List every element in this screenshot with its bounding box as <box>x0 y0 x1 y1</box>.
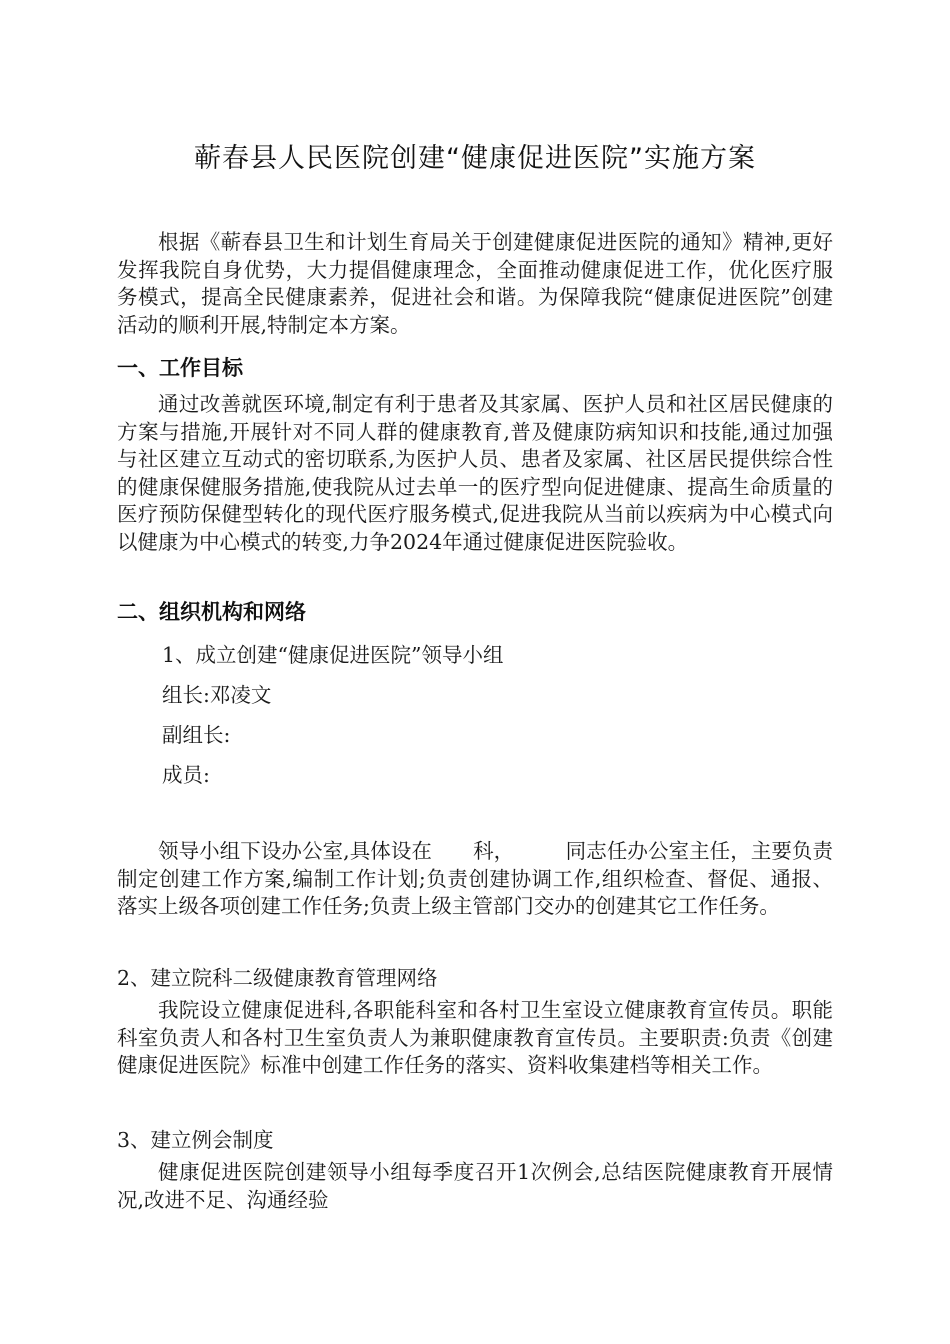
deputy-leader-line: 副组长: <box>162 723 231 747</box>
members-line: 成员: <box>162 763 210 787</box>
section-2-heading: 二、组织机构和网络 <box>117 600 306 624</box>
office-paragraph: 领导小组下设办公室,具体设在 科， 同志任办公室主任，主要负责制定创建工作方案,编制工作计划;负责创建协调工作,组织检查、督促、通报、落实上级各项创建工作任务;负责上级主管部门交办的创建其它工作任务。 <box>117 839 833 918</box>
section-1-heading: 一、工作目标 <box>117 356 243 380</box>
section-1-body: 通过改善就医环境,制定有利于患者及其家属、医护人员和社区居民健康的方案与措施,开展针对不同人群的健康教育,普及健康防病知识和技能,通过加强与社区建立互动式的密切联系,为医护人员、患者及家属、社区居民提供综合性的健康保健服务措施,使我院从过去单一的医疗型向促进健康、提高生命质量的医疗预防保健型转化的现代医疗服务模式,促进我院从当前以疾病为中心模式向以健康为中心模式的转变,力争2024年通过健康促进医院验收。 <box>117 392 833 554</box>
item-2-body: 我院设立健康促进科,各职能科室和各村卫生室设立健康教育宣传员。职能科室负责人和各村卫生室负责人为兼职健康教育宣传员。主要职责:负责《创建健康促进医院》标准中创建工作任务的落实、资料收集建档等相关工作。 <box>117 998 833 1077</box>
document-title: 蕲春县人民医院创建“健康促进医院”实施方案 <box>194 143 756 174</box>
leader-line: 组长:邓凌文 <box>162 683 272 707</box>
item-1-heading: 1、成立创建“健康促进医院”领导小组 <box>162 643 504 667</box>
intro-paragraph: 根据《蕲春县卫生和计划生育局关于创建健康促进医院的通知》精神,更好发挥我院自身优势，大力提倡健康理念，全面推动健康促进工作，优化医疗服务模式，提高全民健康素养，促进社会和谐。为保障我院“健康促进医院”创建活动的顺利开展,特制定本方案。 <box>117 230 833 337</box>
item-3-body: 健康促进医院创建领导小组每季度召开1次例会,总结医院健康教育开展情况,改进不足、沟通经验 <box>117 1160 833 1212</box>
item-2-heading: 2、建立院科二级健康教育管理网络 <box>117 966 438 990</box>
item-3-heading: 3、建立例会制度 <box>117 1128 274 1152</box>
